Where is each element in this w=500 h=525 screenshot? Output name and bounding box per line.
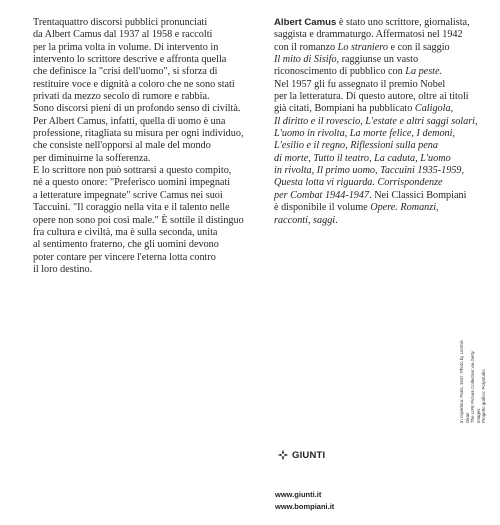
description-line: che definisce la "crisi dell'uomo", si sforza di	[33, 66, 218, 78]
bio-line: saggista e drammaturgo. Affermatosi nel 1942	[274, 29, 463, 41]
description-line: intervento lo scrittore descrive e affronta quella	[33, 54, 227, 66]
bio-line: è disponibile il volume Opere. Romanzi,	[274, 202, 439, 214]
url-giunti[interactable]: www.giunti.it	[275, 490, 322, 499]
bio-line: Il mito di Sisifo, raggiunse un vasto	[274, 54, 419, 66]
cover-credit-line: The LIFE Picture Collection via Getty Images	[470, 351, 481, 423]
description-line: poter contare per vincere l'eterna lotta contro	[33, 251, 216, 263]
publisher-urls	[275, 489, 334, 513]
bio-line: per Combat 1944-1947. Nei Classici Bompiani	[274, 189, 467, 201]
description-line: Taccuini. "Il coraggio nella vita e il talento nelle	[33, 202, 230, 214]
description-line: che consiste nell'opporsi al male del mondo	[33, 140, 211, 152]
bio-line: racconti, saggi.	[274, 214, 338, 226]
description-line: il loro destino.	[33, 263, 93, 275]
bio-line: per la letteratura. Di questo autore, oltre ai titoli	[274, 91, 469, 103]
bio-line: L'uomo in rivolta, La morte felice, I demoni,	[274, 128, 456, 140]
description-line: E lo scrittore non può sottrarsi a questo compito,	[33, 165, 232, 177]
cover-credit-line: In copertina: Paris, 1947. Photo by Loomis Dean	[459, 340, 470, 423]
description-line: per diminuirne la sofferenza.	[33, 152, 151, 164]
description-line: restituire voce e dignità a coloro che ne sono stati	[33, 78, 235, 90]
bio-line: Questa lotta vi riguarda. Corrispondenze	[274, 177, 443, 189]
bio-line: L'esilio e il regno, Riflessioni sulla pena	[274, 140, 438, 152]
bio-line: riconoscimento di pubblico con La peste.	[274, 66, 443, 78]
url-bompiani[interactable]: www.bompiani.it	[275, 502, 335, 511]
description-line: fra cultura e civiltà, ma è sulla seconda, unita	[33, 226, 218, 238]
description-line: Trentaquattro discorsi pubblici pronunciati	[33, 17, 208, 28]
description-line: a letterature impegnate" scrive Camus nei suoi	[33, 189, 223, 201]
publisher-logo	[277, 449, 325, 461]
bio-line: di morte, Tutto il teatro, La caduta, L'uomo	[274, 152, 451, 164]
giunti-logo-icon	[277, 449, 289, 461]
author-bio	[274, 17, 478, 227]
bio-line: Nel 1957 gli fu assegnato il premio Nobel	[274, 78, 446, 90]
bio-line: già citati, Bompiani ha pubblicato Caligola,	[274, 103, 454, 115]
description-line: Sono discorsi pieni di un profondo senso di civiltà.	[33, 103, 241, 115]
description-line: professione, ritagliata su misura per ogni individuo,	[33, 128, 244, 140]
bio-line: Il diritto e il rovescio, L'estate e altri saggi solari,	[274, 115, 478, 127]
description-line: per la prima volta in volume. Di intervento in	[33, 41, 219, 53]
description-text	[33, 17, 243, 276]
bio-line: in rivolta, Il primo uomo, Taccuini 1935-1959,	[274, 165, 465, 177]
bio-line: Albert Camus è stato uno scrittore, giornalista,	[274, 17, 470, 28]
description-line: da Albert Camus dal 1937 al 1958 e raccolti	[33, 29, 213, 41]
description-line: al sentimento fraterno, che gli uomini devono	[33, 239, 219, 251]
description-line: né a questo onore: "Preferisco uomini impegnati	[33, 177, 231, 189]
publisher-logo-text: GIUNTI	[292, 449, 326, 461]
bio-line: con il romanzo Lo straniero e con il saggio	[274, 41, 450, 53]
cover-credit-line: Progetto grafico: Polystudio	[481, 369, 487, 423]
description-line: Per Albert Camus, infatti, quella di uomo è una	[33, 115, 226, 127]
cover-credit	[459, 339, 495, 423]
description-line: privati da mezzo secolo di rumore e rabbia.	[33, 91, 210, 103]
description-line: opere non sono poi così male." È sottile il distinguo	[33, 214, 244, 226]
